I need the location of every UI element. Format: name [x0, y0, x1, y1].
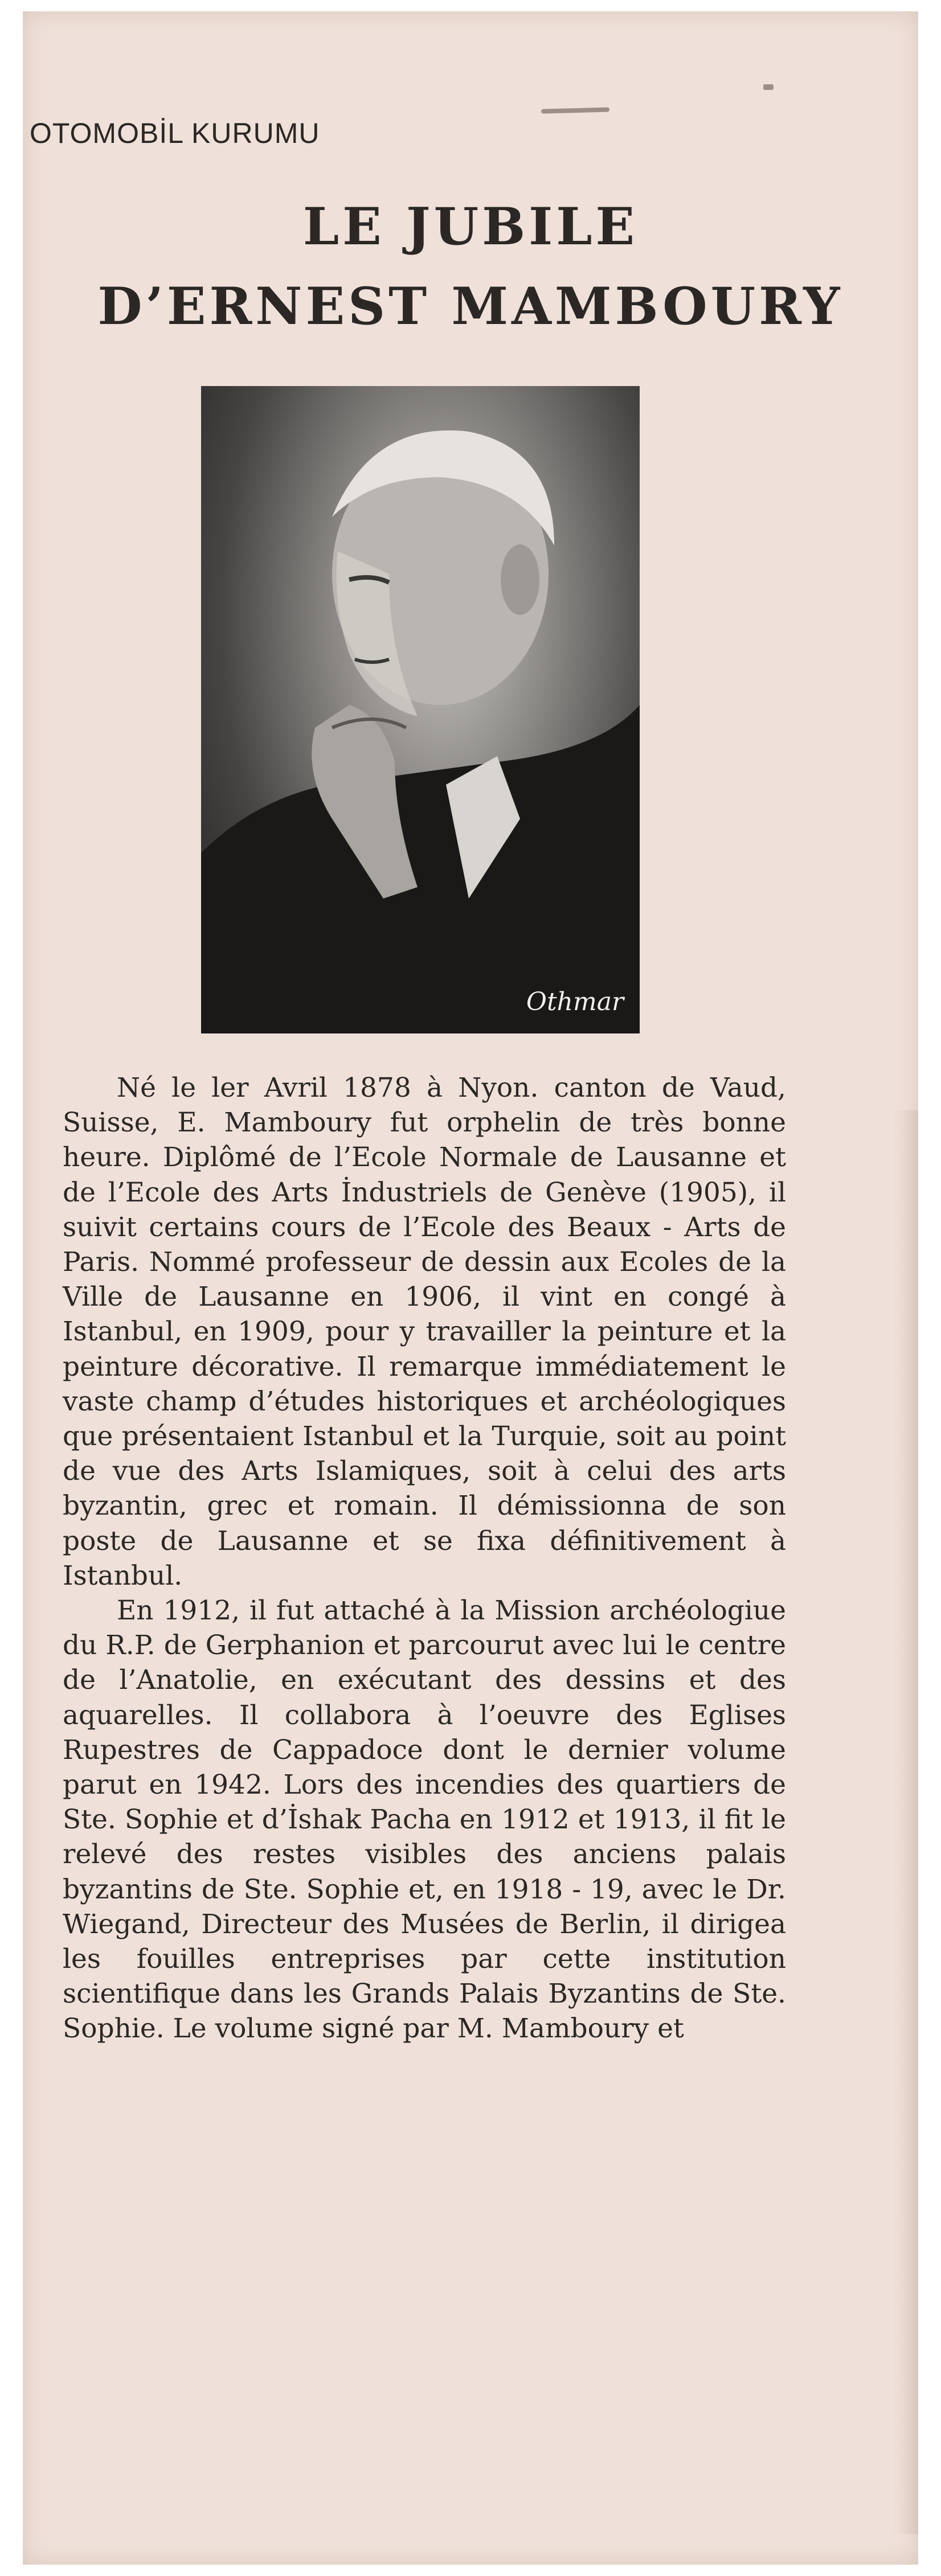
- paragraph-2: En 1912, il fut attaché à la Mission archéologiue du R.P. de Gerphanion et parcourut avec lui le centre de l’Anatolie, en exécutant des dessins et des aquarelles. Il collabora à l’oeuvre des Eglises Rupestres de Cappadoce dont le dernier volume parut en 1942. Lors des incendies des quartiers de Ste. Sophie et d’İshak Pacha en 1912 et 1913, il fit le relevé des restes visibles des anciens palais byzantins de Ste. Sophie et, en 1918 - 19, avec le Dr. Wiegand, Directeur des Musées de Berlin, il dirigea les fouilles entreprises par cette institution scientifique dans les Grands Palais Byzantins de Ste. Sophie. Le volume signé par M. Mamboury et: [63, 1595, 786, 2045]
- article-title-line-2: D’ERNEST MAMBOURY: [97, 276, 844, 337]
- photographer-signature: Othmar: [526, 987, 624, 1016]
- portrait-photo: [201, 386, 640, 1033]
- article-body: [63, 1070, 786, 2046]
- paper-fold-shadow: [894, 1110, 918, 2534]
- pencil-mark: [763, 84, 774, 90]
- paragraph-1: Né le ler Avril 1878 à Nyon. canton de Vaud, Suisse, E. Mamboury fut orphelin de très bonne heure. Diplômé de l’Ecole Normale de Lausanne et de l’Ecole des Arts İndustriels de Genève (1905), il suivit certains cours de l’Ecole des Beaux - Arts de Paris. Nommé professeur de dessin aux Ecoles de la Ville de Lausanne en 1906, il vint en congé à Istanbul, en 1909, pour y travailler la peinture et la peinture décorative. Il remarque immédiatement le vaste champ d’études historiques et archéologiques que présentaient Istanbul et la Turquie, soit au point de vue des Arts Islamiques, soit à celui des arts byzantin, grec et romain. Il démissionna de son poste de Lausanne et se fixa définitivement à Istanbul.: [63, 1072, 786, 1591]
- publication-name: OTOMOBİL KURUMU: [30, 117, 320, 149]
- article-title-line-1: LE JUBILE: [302, 196, 639, 257]
- portrait-illustration: [201, 386, 640, 1033]
- pencil-mark: [541, 107, 609, 113]
